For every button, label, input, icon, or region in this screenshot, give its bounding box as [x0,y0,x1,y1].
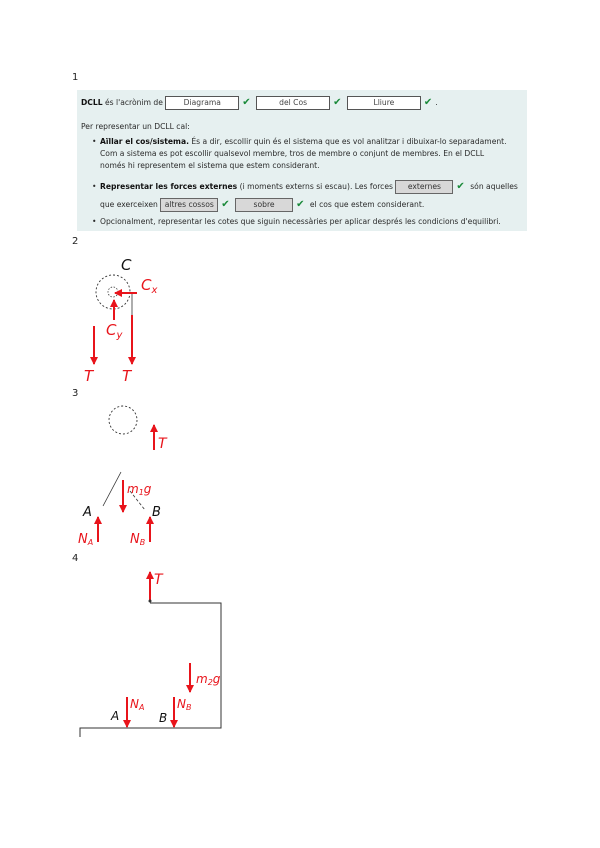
q1-bullet-1-cont1: Com a sistema es pot escollir qualsevol membre, tros de membre o conjunt de membres. En el DCLL [100,149,485,158]
pulley-outline [109,406,137,434]
term-dcll: DCLL [81,98,103,107]
q1-bullet-1-cont2: només hi representem el sistema que estem considerant. [100,161,320,170]
answer-box-diagrama[interactable]: Diagrama [165,96,239,110]
bullet2-text4: el cos que estem considerant. [307,200,425,209]
answer-box-altres-cossos[interactable]: altres cossos [160,198,218,212]
answer-box-externes[interactable]: externes [395,180,453,194]
check-icon: ✔ [423,97,433,108]
label-a: A [111,709,120,723]
q4-diagram [80,572,221,737]
bullet-icon: • [92,217,97,226]
answer-box-del-cos[interactable]: del Cos [256,96,330,110]
bullet-icon: • [92,182,97,191]
line1-end: . [435,98,438,107]
label-b: B [159,711,168,725]
check-icon: ✔ [296,199,305,210]
line1-text: és l'acrònim de [102,98,166,107]
check-icon: ✔ [221,199,230,210]
check-icon: ✔ [333,97,342,108]
answer-box-sobre[interactable]: sobre [235,198,293,212]
bullet3-text: Opcionalment, representar les cotes que siguin necessàries per aplicar després les condicions d'equilibri. [100,217,501,226]
question-number-4: 4 [72,553,79,564]
question-number-2: 2 [72,236,79,247]
label-t: T [158,436,167,452]
block-outline [80,603,221,737]
label-t1: T [84,367,94,385]
q2-diagram [84,256,157,385]
label-t: T [154,572,163,588]
label-cy: $C_y$ [106,321,123,341]
check-icon: ✔ [456,181,465,192]
attachment-point [149,600,152,603]
label-nb: NB [130,532,146,547]
label-nb: NB [177,697,192,712]
answer-box-lliure[interactable]: Lliure [347,96,421,110]
bullet1-text: És a dir, escollir quin és el sistema que es vol analitzar i dibuixar-lo separadament. [188,137,507,146]
check-icon: ✔ [242,97,251,108]
q1-intro: Per representar un DCLL cal: [81,122,190,131]
label-weight: m2g [196,672,221,687]
bullet2-text: (i moments externs si escau). Les forces [237,182,396,191]
label-c: C [121,256,132,274]
label-na: NA [130,697,145,712]
label-a: A [83,505,92,520]
label-cx: $C_x$ [141,276,158,296]
label-weight: m1g [127,482,152,497]
q3-diagram [78,406,168,547]
label-t2: T [122,367,132,385]
label-na: NA [78,532,94,547]
bullet-icon: • [92,137,97,146]
bullet1-bold: Aïllar el cos/sistema. [100,137,189,146]
bullet2-text3: que exerceixen [100,200,161,209]
label-b: B [152,505,161,520]
bullet2-text2: són aquelles [467,182,518,191]
question-number-1: 1 [72,72,79,83]
bullet2-bold: Representar les forces externes [100,182,238,191]
body-edge [103,472,121,506]
question-number-3: 3 [72,388,79,399]
